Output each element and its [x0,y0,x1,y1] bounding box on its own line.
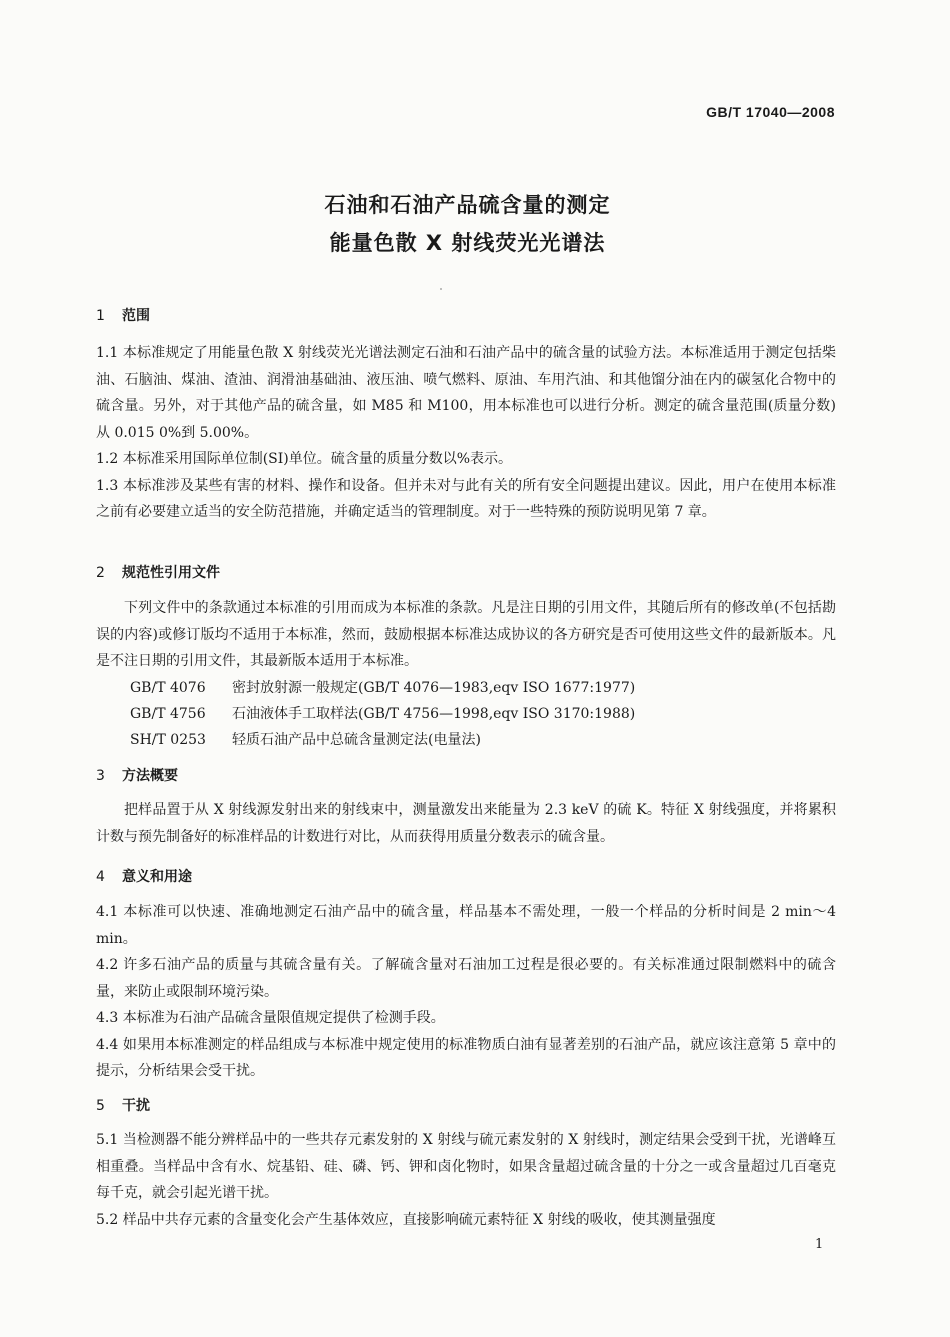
section-3 [96,765,836,785]
reference-item: GB/T 4756 石油液体手工取样法(GB/T 4756—1998,eqv ISO 3170:1988) [130,705,636,722]
section-2-body [96,595,836,753]
title-line-2: 能量色散 X 射线荧光光谱法 [329,231,606,255]
reference-item: SH/T 0253 轻质石油产品中总硫含量测定法(电量法) [130,731,481,748]
section-heading: 3 方法概要 [96,768,178,784]
paragraph-3: 把样品置于从 X 射线源发射出来的射线束中，测量激发出来能量为 2.3 keV 的硫 K。特征 X 射线强度，并将累积计数与预先制备好的标准样品的计数进行对比，从而获得用质量分数表示的硫含量。 [96,802,836,845]
section-2 [96,562,836,582]
title-line-1: 石油和石油产品硫含量的测定 [324,193,611,217]
reference-item: GB/T 4076 密封放射源一般规定(GB/T 4076—1983,eqv ISO 1677:1977) [130,679,636,696]
section-1 [96,305,836,325]
section-heading: 5 干扰 [96,1098,150,1114]
scan-speck [440,288,442,290]
paragraph-5-2: 5.2 样品中共存元素的含量变化会产生基体效应，直接影响硫元素特征 X 射线的吸收，使其测量强度 [96,1211,716,1228]
standard-code: GB/T 17040—2008 [706,104,835,120]
paragraph-1-3: 1.3 本标准涉及某些有害的材料、操作和设备。但并未对与此有关的所有安全问题提出建议。因此，用户在使用本标准之前有必要建立适当的安全防范措施，并确定适当的管理制度。对于一些特殊的预防说明见第 7 章。 [96,477,836,520]
paragraph-4-4: 4.4 如果用本标准测定的样品组成与本标准中规定使用的标准物质白油有显著差别的石油产品，就应该注意第 5 章中的提示，分析结果会受干扰。 [96,1036,836,1079]
section-5 [96,1095,836,1115]
section-4-body [96,899,836,1085]
paragraph-1-1: 1.1 本标准规定了用能量色散 X 射线荧光光谱法测定石油和石油产品中的硫含量的试验方法。本标准适用于测定包括柴油、石脑油、煤油、渣油、润滑油基础油、液压油、喷气燃料、原油、车用汽油、和其他馏分油在内的碳氢化合物中的硫含量。另外，对于其他产品的硫含量，如 M85 和 M100，用本标准也可以进行分析。测定的硫含量范围(质量分数)从 0.015 0%到 5.00%。 [96,345,836,441]
section-3-body [96,797,836,850]
paragraph-4-1: 4.1 本标准可以快速、准确地测定石油产品中的硫含量，样品基本不需处理，一般一个样品的分析时间是 2 min～4 min。 [96,904,836,947]
page-number: 1 [815,1237,824,1252]
paragraph-4-3: 4.3 本标准为石油产品硫含量限值规定提供了检测手段。 [96,1010,445,1026]
paragraph-1-2: 1.2 本标准采用国际单位制(SI)单位。硫含量的质量分数以%表示。 [96,451,513,467]
section-4 [96,866,836,886]
section-1-body [96,340,836,526]
section-heading: 1 范围 [96,308,150,324]
paragraph-4-2: 4.2 许多石油产品的质量与其硫含量有关。了解硫含量对石油加工过程是很必要的。有关标准通过限制燃料中的硫含量，来防止或限制环境污染。 [96,957,836,1000]
section-heading: 4 意义和用途 [96,869,192,885]
section-5-body [96,1127,836,1233]
paragraph-2-intro: 下列文件中的条款通过本标准的引用而成为本标准的条款。凡是注日期的引用文件，其随后所有的修改单(不包括勘误的内容)或修订版均不适用于本标准，然而，鼓励根据本标准达成协议的各方研究是否可使用这些文件的最新版本。凡是不注日期的引用文件，其最新版本适用于本标准。 [96,600,836,669]
paragraph-5-1: 5.1 当检测器不能分辨样品中的一些共存元素发射的 X 射线与硫元素发射的 X 射线时，测定结果会受到干扰，光谱峰互相重叠。当样品中含有水、烷基铅、硅、磷、钙、钾和卤化物时，如果含量超过硫含量的十分之一或含量超过几百毫克每千克，就会引起光谱干扰。 [96,1132,836,1201]
section-heading: 2 规范性引用文件 [96,565,220,581]
